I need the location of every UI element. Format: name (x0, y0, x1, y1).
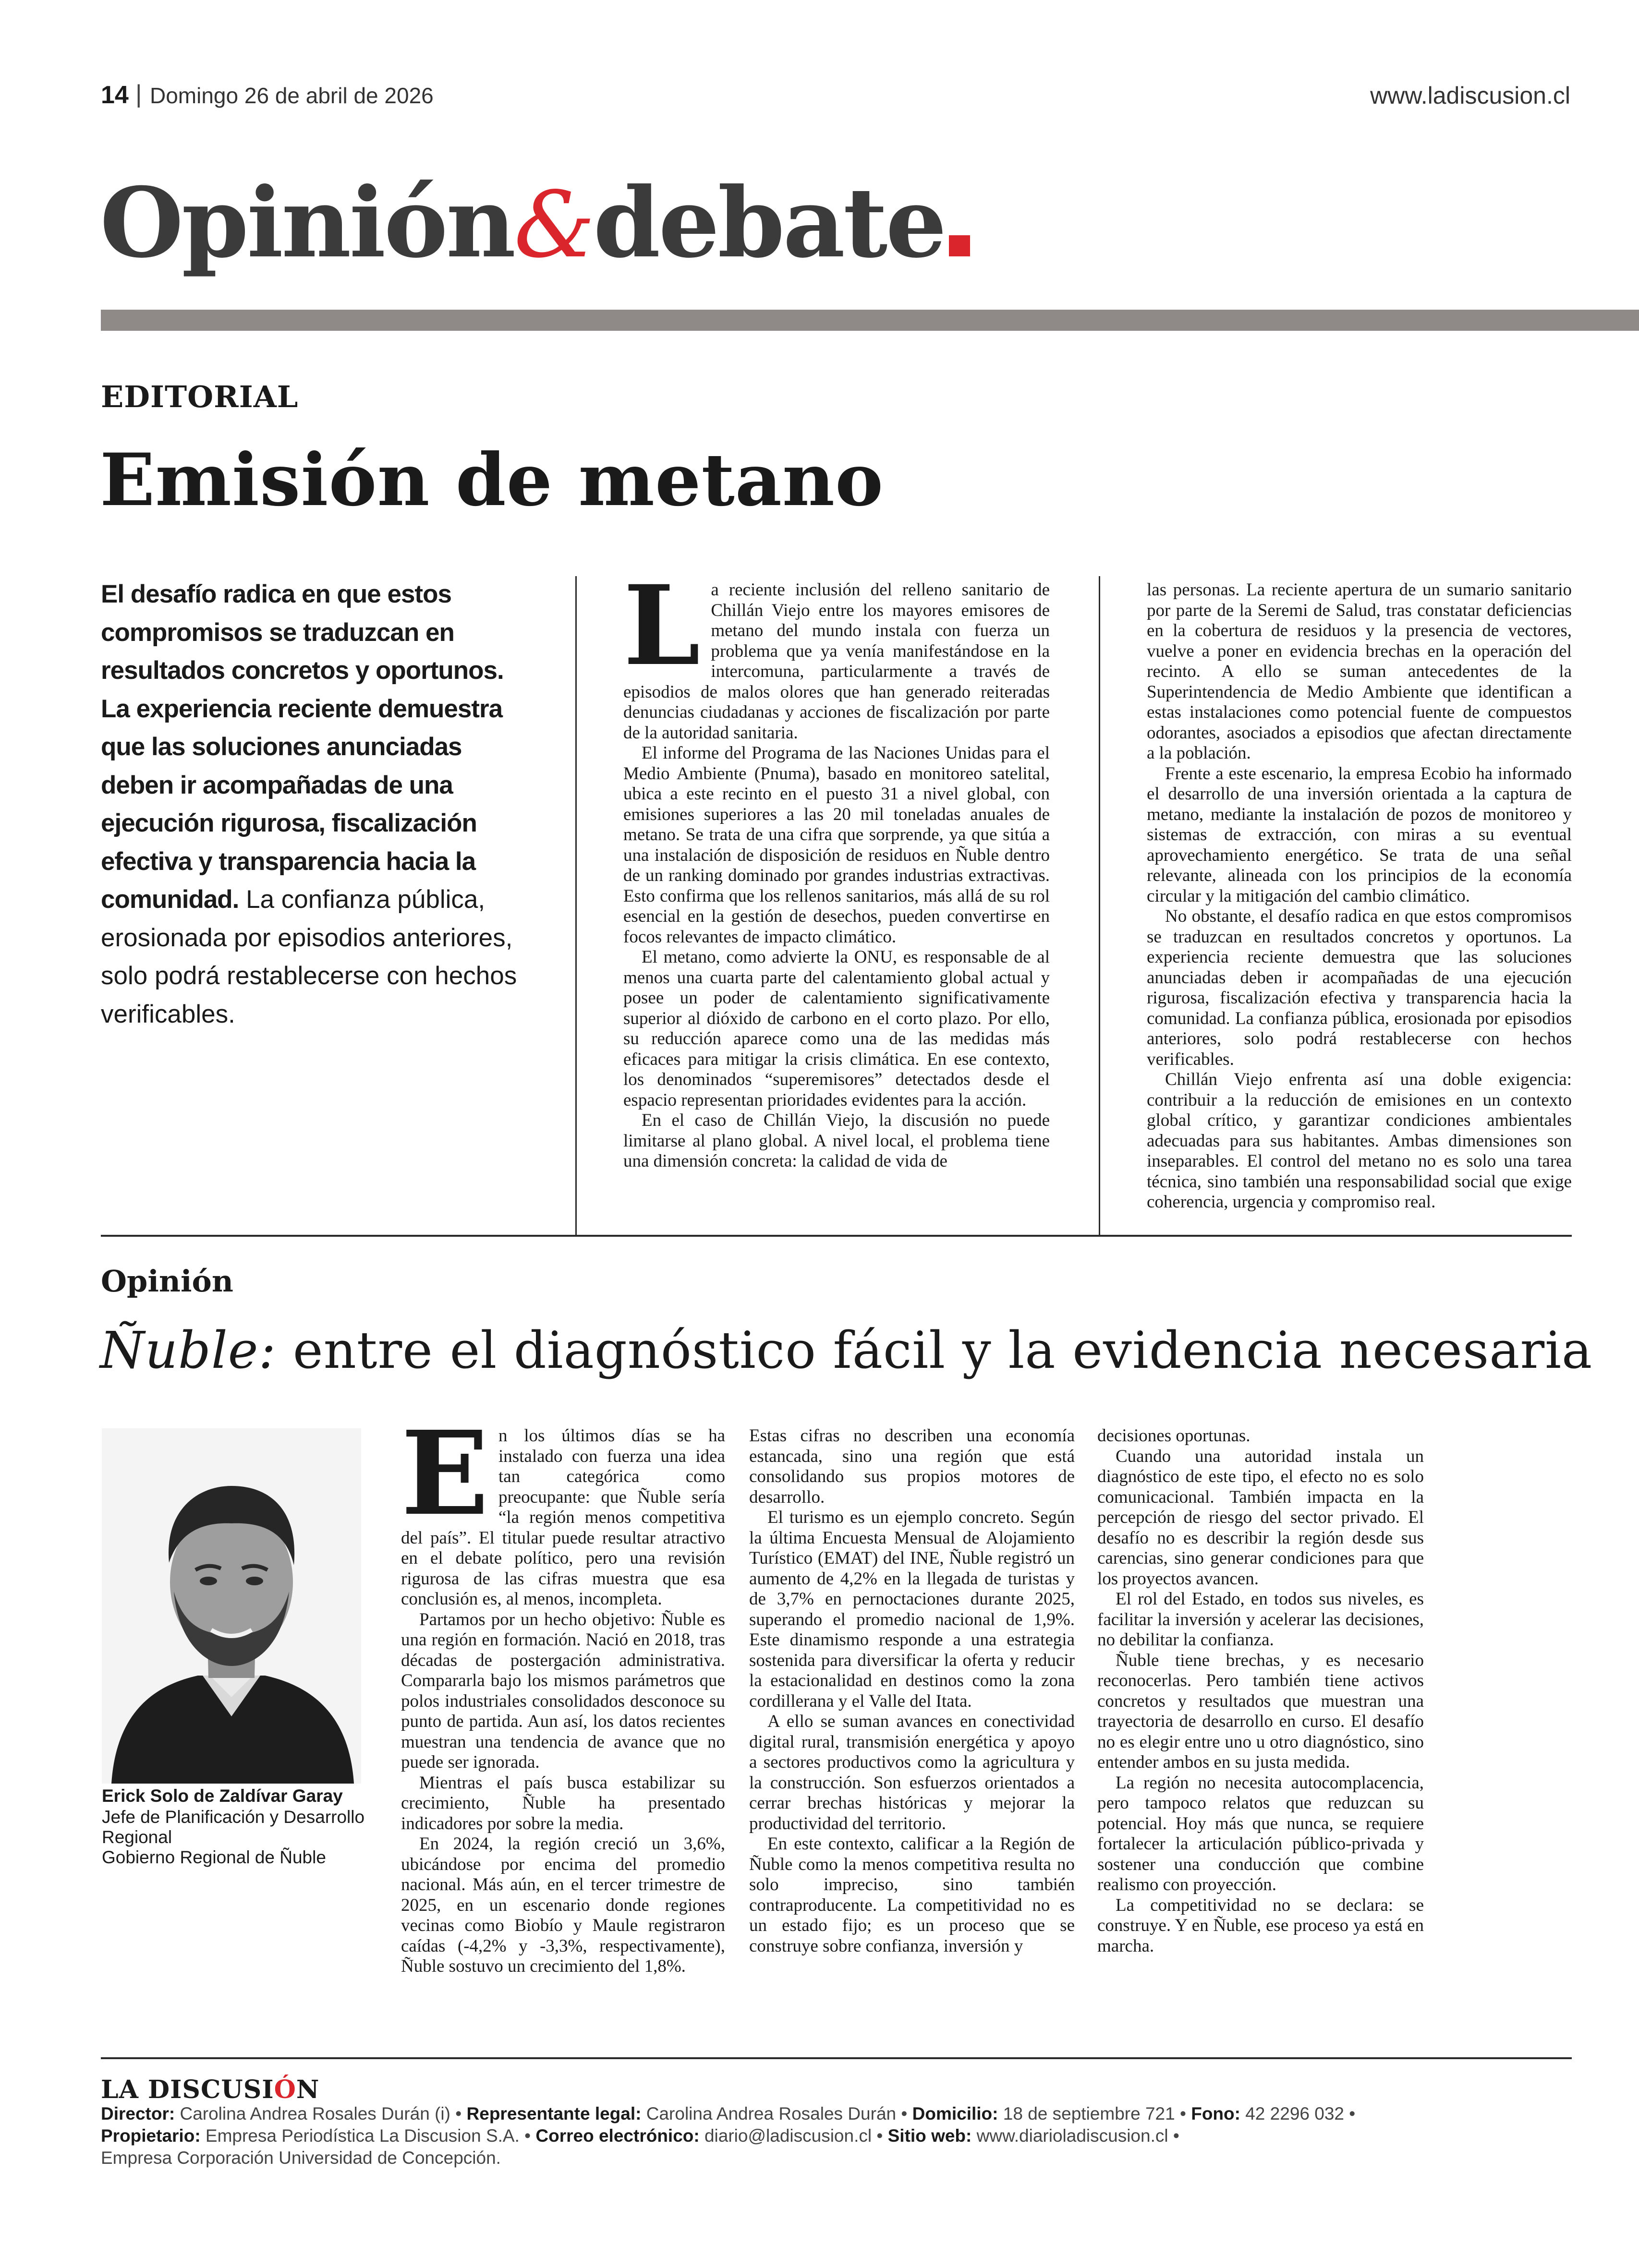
author-organization: Gobierno Regional de Ñuble (102, 1847, 326, 1867)
page-date: Domingo 26 de abril de 2026 (150, 83, 434, 108)
section-divider-band (101, 310, 1639, 331)
opinion-paragraph: Partamos por un hecho objetivo: Ñuble es una región en formación. Nació en 2018, tras décadas de postergación administrativa. Compararla bajo los mismos parámetros que polos industriales consolidados desconoce su punto de partida. Aun así, los datos recientes muestran una tendencia de avance que no puede ser ignorada. (401, 1609, 725, 1772)
website-link[interactable]: www.ladiscusion.cl (1370, 82, 1570, 109)
brand-accent-letter: Ó (274, 2075, 296, 2104)
opinion-paragraph: El rol del Estado, en todos sus niveles, es facilitar la inversión y acelerar las decisiones, no debilitar la confianza. (1097, 1589, 1424, 1650)
opinion-label: Opinión (101, 1264, 233, 1299)
footer-email-link[interactable]: diario@ladiscusion.cl (704, 2126, 872, 2146)
editorial-column-2 (1147, 580, 1572, 1213)
opinion-column-1 (401, 1406, 725, 1977)
footer-credits-line (101, 2126, 1179, 2146)
footer-label: Sitio web: (887, 2126, 972, 2146)
opinion-paragraph: El turismo es un ejemplo concreto. Según la última Encuesta Mensual de Alojamiento Turístico (EMAT) del INE, Ñuble registró un aumento de 4,2% en la llegada de turistas y de 3,7% en pernoctaciones durante 2025, superando el promedio nacional de 1,9%. Este dinamismo responde a una estrategia sostenida para diversificar la oferta y reducir la estacionalidad en destinos como la zona cordillerana y el Valle del Itata. (749, 1508, 1075, 1711)
footer-bullet: • (524, 2126, 531, 2146)
footer-rule (101, 2057, 1572, 2059)
opinion-paragraph: En este contexto, calificar a la Región de Ñuble como la menos competitiva resulta no solo impreciso, sino también contraproducente. La competitividad no es un estado fijo; es un proceso que se construye sobre confianza, inversión y (749, 1834, 1075, 1956)
opinion-paragraph: En 2024, la región creció un 3,6%, ubicándose por encima del promedio nacional. Más aún, en el tercer trimestre de 2025, en un escenario donde regiones vecinas como Biobío y Maule registraron caídas (-4,2% y -3,3%, respectivamente), Ñuble sostuvo un crecimiento del 1,8%. (401, 1834, 725, 1976)
section-masthead (100, 167, 970, 279)
opinion-paragraph: La región no necesita autocomplacencia, pero tampoco relatos que reduzcan su potencial. Hoy más que nunca, se requiere fortalecer la articulación público-privada y sostener una conducción que combine realismo con proyección. (1097, 1773, 1424, 1894)
author-photo (102, 1428, 361, 1784)
opinion-column-3 (1097, 1426, 1424, 1956)
opinion-paragraph: A ello se suman avances en conectividad digital rural, transmisión energética y apoyo a sectores productivos como la agricultura y la construcción. Son esfuerzos orientados a cerrar brechas históricas y mejorar la productividad del territorio. (749, 1712, 1075, 1834)
opinion-paragraph: Ñuble tiene brechas, y es necesario reconocerlas. Pero también tiene activos concretos y resultados que muestran una trayectoria de desarrollo en curso. El desafío no es elegir entre uno u otro diagnóstico, sino entender ambos en su justa medida. (1097, 1650, 1424, 1772)
editorial-paragraph: El metano, como advierte la ONU, es responsable de al menos una cuarta parte del calentamiento global actual y posee un poder de calentamiento significativamente superior al dióxido de carbono en el corto plazo. Por ello, su reducción aparece como una de las medidas más eficaces para mitigar la crisis climática. En ese contexto, los denominados “superemisores” detectados desde el espacio representan prioridades evidentes para la acción. (623, 947, 1050, 1110)
headline-rest: entre el diagnóstico fácil y la evidencia necesaria (276, 1321, 1593, 1380)
footer-label: Propietario: (101, 2126, 201, 2146)
masthead-ampersand: & (514, 172, 594, 278)
opinion-paragraph: Cuando una autoridad instala un diagnóstico de este tipo, el efecto no es solo comunicacional. También impacta en la percepción de riesgo del sector privado. El desafío no es describir la región desde sus carencias, sino generar condiciones para que los proyectos avancen. (1097, 1446, 1424, 1589)
footer-bullet: • (1173, 2126, 1179, 2146)
pull-quote-regular: La confianza pública, erosionada por episodios anteriores, solo podrá restablecerse con hechos verificables. (101, 885, 517, 1028)
editorial-paragraph: No obstante, el desafío radica en que estos compromisos se traduzcan en resultados concretos y oportunos. La experiencia reciente demuestra que las soluciones anunciadas deben ir acompañadas de una ejecución rigurosa, fiscalización efectiva y transparencia hacia la comunidad. La confianza pública, erosionada por episodios anteriores, solo podrá restablecerse con hechos verificables. (1147, 906, 1572, 1069)
column-rule (1099, 576, 1100, 1236)
footer-bullet: • (1349, 2104, 1356, 2123)
footer-bullet: • (876, 2126, 883, 2146)
footer-web-link[interactable]: www.diarioladiscusion.cl (976, 2126, 1168, 2146)
footer-value: 42 2296 032 (1245, 2104, 1344, 2123)
paragraph-text: n los últimos días se ha instalado con fuerza una idea tan categórica como preocupante: que Ñuble sería “la región menos competitiva del país”. El titular puede resultar atractivo en el debate político, pero una revisión rigurosa de las cifras muestra que esa conclusión es, al menos, incompleta. (401, 1426, 725, 1609)
editorial-column-1 (623, 561, 1050, 1172)
page-number: 14 (101, 81, 129, 109)
brand-text: LA DISCUSI (101, 2075, 274, 2104)
footer-brand-logo (101, 2075, 319, 2104)
footer-bullet: • (901, 2104, 908, 2123)
footer-label: Director: (101, 2104, 175, 2123)
author-role: Jefe de Planificación y Desarrollo (102, 1807, 365, 1827)
footer-bullet: • (455, 2104, 462, 2123)
pull-quote-bold: El desafío radica en que estos compromisos se traduzcan en resultados concretos y oportunos. La experiencia reciente demuestra que las soluciones anunciadas deben ir acompañadas de una ejecución rigurosa, fiscalización efectiva y transparencia hacia la comunidad. (101, 580, 504, 914)
header-separator: | (135, 80, 142, 108)
footer-bullet: • (1179, 2104, 1186, 2123)
author-name: Erick Solo de Zaldívar Garay (102, 1786, 343, 1806)
paragraph-text: a reciente inclusión del relleno sanitario de Chillán Viejo entre los mayores emisores de metano del mundo instala con fuerza un problema que ya venía manifestándose en la intercomuna, particularmente a través de episodios de malos olores que han generado reiteradas denuncias ciudadanas y acciones de fiscalización por parte de la autoridad sanitaria. (623, 580, 1050, 743)
editorial-pull-quote (101, 575, 528, 1033)
footer-label: Representante legal: (466, 2104, 642, 2123)
masthead-word-debate: debate (593, 167, 945, 279)
editorial-headline: Emisión de metano (100, 438, 884, 522)
footer-owner-line: Empresa Corporación Universidad de Concepción. (101, 2148, 501, 2168)
section-divider-rule (101, 1235, 1572, 1237)
editorial-paragraph: las personas. La reciente apertura de un sumario sanitario por parte de la Seremi de Salud, tras constatar deficiencias en la cobertura de residuos y la presencia de vectores, vuelve a poner en evidencia brechas en la operación del recinto. A ello se suman antecedentes de la Superintendencia de Medio Ambiente que identifican a estas instalaciones como potencial fuente de compuestos odorantes, asociados a episodios que afectan directamente a la población. (1147, 580, 1572, 763)
brand-text: N (296, 2075, 320, 2104)
editorial-drop-cap: L (623, 561, 701, 690)
headline-italic-part: Ñuble: (100, 1321, 277, 1380)
opinion-paragraph: decisiones oportunas. (1097, 1426, 1250, 1446)
editorial-paragraph: Chillán Viejo enfrenta así una doble exigencia: contribuir a la reducción de emisiones en un contexto global crítico, y garantizar condiciones ambientales adecuadas para sus habitantes. Ambas dimensiones son inseparables. El control del metano no es solo una tarea técnica, sino también una responsabilidad social que exige coherencia, urgencia y compromiso real. (1147, 1070, 1572, 1212)
opinion-paragraph: La competitividad no se declara: se construye. Y en Ñuble, ese proceso ya está en marcha. (1097, 1895, 1424, 1956)
footer-label: Fono: (1191, 2104, 1240, 2123)
footer-credits-line (101, 2104, 1355, 2124)
editorial-paragraph: El informe del Programa de las Naciones Unidas para el Medio Ambiente (Pnuma), basado en monitoreo satelital, ubica a este recinto en el puesto 31 a nivel global, con emisiones superiores a las 20 mil toneladas anuales de metano. Se trata de una cifra que sorprende, ya que sitúa a una instalación de disposición de residuos en Ñuble dentro de un ranking dominado por grandes industrias extractivas. Esto confirma que los rellenos sanitarios, más allá de su rol esencial en la gestión de desechos, pueden convertirse en focos relevantes de impacto climático. (623, 743, 1050, 947)
footer-label: Domicilio: (912, 2104, 998, 2123)
author-role: Regional (102, 1827, 172, 1847)
opinion-paragraph: Mientras el país busca estabilizar su crecimiento, Ñuble ha presentado indicadores por sobre la media. (401, 1773, 725, 1834)
editorial-paragraph: Frente a este escenario, la empresa Ecobio ha informado el desarrollo de una inversión orientada a la captura de metano, mediante la instalación de pozos de monitoreo y sistemas de extracción, con miras a su eventual aprovechamiento energético. Se trata de una señal relevante, alineada con los principios de la economía circular y la mitigación del cambio climático. (1147, 763, 1572, 906)
editorial-paragraph (623, 561, 1050, 743)
opinion-column-2 (749, 1426, 1075, 1956)
footer-value: 18 de septiembre 721 (1003, 2104, 1175, 2123)
masthead-word-opinion: Opinión (100, 167, 514, 279)
footer-value: Carolina Andrea Rosales Durán (i) (180, 2104, 450, 2123)
footer-label: Correo electrónico: (535, 2126, 700, 2146)
footer-value: Carolina Andrea Rosales Durán (646, 2104, 897, 2123)
footer-value: Empresa Periodística La Discusion S.A. (205, 2126, 520, 2146)
opinion-drop-cap: E (401, 1406, 489, 1541)
opinion-paragraph (401, 1406, 725, 1610)
opinion-headline (100, 1321, 1593, 1380)
masthead-red-dot (949, 235, 970, 256)
editorial-paragraph: En el caso de Chillán Viejo, la discusión no puede limitarse al plano global. A nivel local, el problema tiene una dimensión concreta: la calidad de vida de (623, 1110, 1050, 1171)
column-rule (575, 576, 577, 1236)
editorial-label: EDITORIAL (101, 379, 299, 414)
opinion-paragraph: Estas cifras no describen una economía estancada, sino una región que está consolidando sus propios motores de desarrollo. (749, 1426, 1075, 1507)
